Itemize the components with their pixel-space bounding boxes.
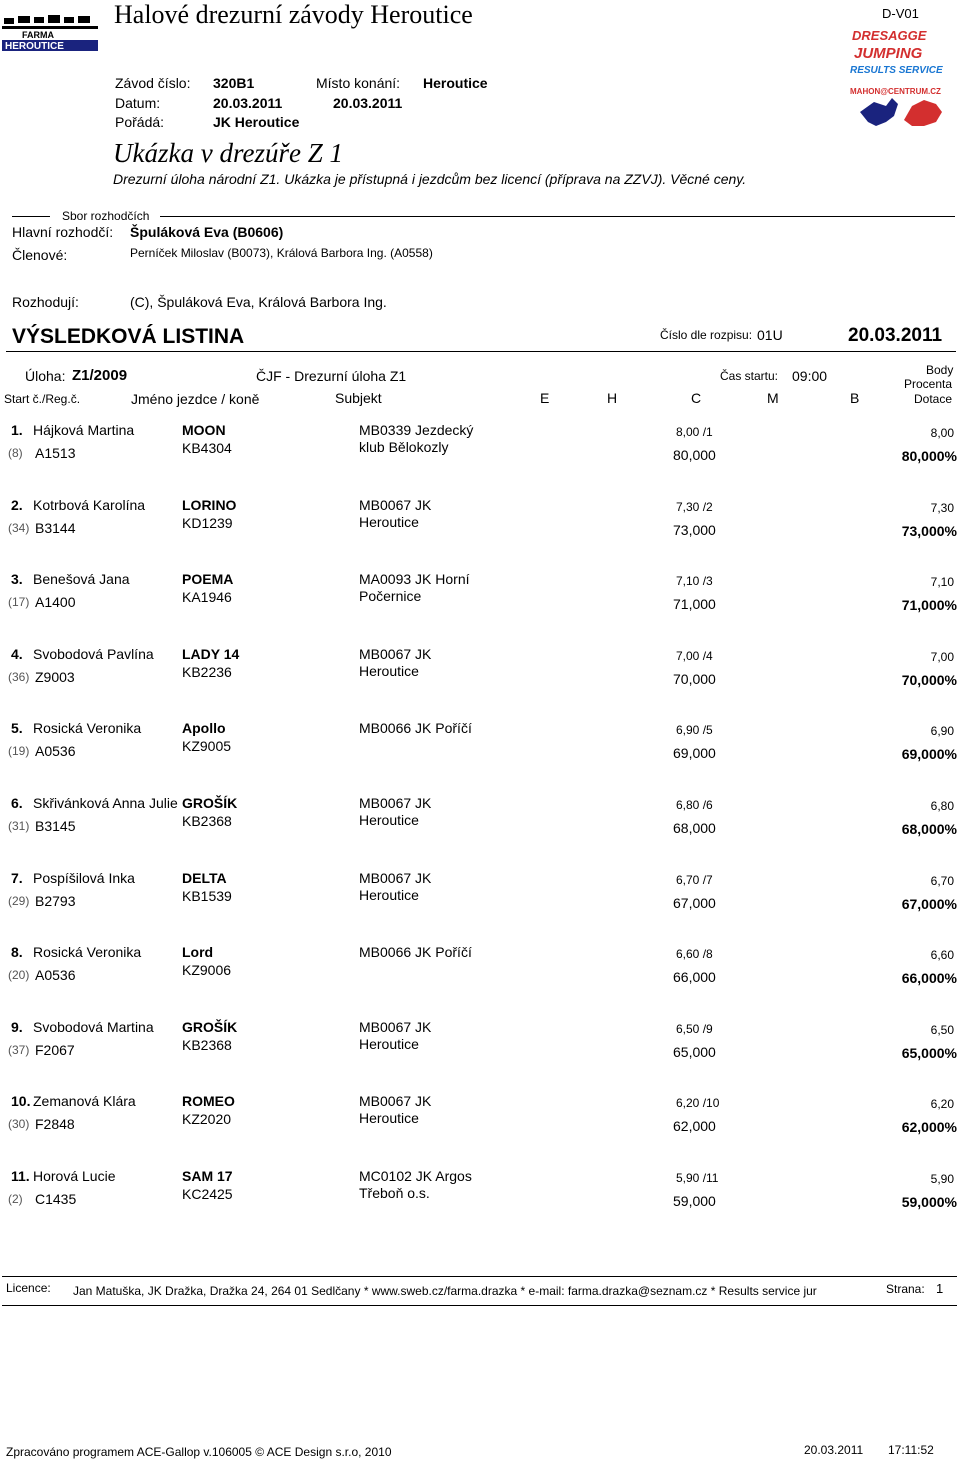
rider-name: Zemanová Klára xyxy=(33,1093,136,1109)
organizer-value: JK Heroutice xyxy=(213,114,300,130)
horse-reg: KB1539 xyxy=(182,888,232,904)
judge-c-percent: 66,000 xyxy=(673,969,716,985)
total-points: 6,80 xyxy=(930,799,954,813)
horse-name: MOON xyxy=(182,422,226,438)
horse-name: ROMEO xyxy=(182,1093,235,1109)
subject-line1: MA0093 JK Horní xyxy=(359,571,470,587)
jury-section-label: Sbor rozhodčích xyxy=(62,209,150,223)
svg-text:FARMA: FARMA xyxy=(22,30,54,40)
result-row xyxy=(0,944,960,1004)
task-code: Z1/2009 xyxy=(72,367,128,384)
rider-name: Rosická Veronika xyxy=(33,944,142,960)
start-number: (37) xyxy=(8,1043,30,1057)
judge-c-percent: 68,000 xyxy=(673,820,716,836)
rider-reg: F2067 xyxy=(35,1042,75,1058)
rozpis-label: Číslo dle rozpisu: xyxy=(660,328,753,342)
judge-c-score: 6,80 /6 xyxy=(676,798,713,812)
judge-c-score: 7,10 /3 xyxy=(676,574,713,588)
chief-judge: Špuláková Eva (B0606) xyxy=(130,224,284,240)
jury-members: Perníček Miloslav (B0073), Králová Barbora Ing. (A0558) xyxy=(130,246,433,260)
judge-c-percent: 65,000 xyxy=(673,1044,716,1060)
subject-line2: Třeboň o.s. xyxy=(359,1185,430,1201)
date-to: 20.03.2011 xyxy=(333,95,403,111)
rider-reg: A1400 xyxy=(35,594,76,610)
result-row xyxy=(0,720,960,780)
col-points: Body xyxy=(926,363,954,377)
result-row xyxy=(0,870,960,930)
horse-reg: KA1946 xyxy=(182,589,232,605)
competition-description: Drezurní úloha národní Z1. Ukázka je přístupná i jezdcům bez licencí (příprava na ZZVJ). Věcné ceny. xyxy=(113,171,747,187)
farma-heroutice-logo xyxy=(2,10,100,52)
subject-line1: MB0067 JK xyxy=(359,1093,432,1109)
organizer-label: Pořádá: xyxy=(115,114,165,130)
results-date: 20.03.2011 xyxy=(848,325,943,346)
judge-c-score: 6,90 /5 xyxy=(676,723,713,737)
col-judge-c: C xyxy=(691,390,702,406)
rider-reg: C1435 xyxy=(35,1191,77,1207)
svg-text:HEROUTICE: HEROUTICE xyxy=(5,41,64,52)
total-points: 7,10 xyxy=(930,575,954,589)
judge-c-score: 5,90 /11 xyxy=(676,1171,719,1185)
start-number: (8) xyxy=(8,446,23,460)
rider-name: Rosická Veronika xyxy=(33,720,142,736)
results-header-line xyxy=(6,351,956,352)
svg-text:JUMPING: JUMPING xyxy=(854,45,923,62)
svg-text:MAHON@CENTRUM.CZ: MAHON@CENTRUM.CZ xyxy=(850,87,941,96)
svg-text:RESULTS SERVICE: RESULTS SERVICE xyxy=(850,65,943,76)
subject-line1: MB0066 JK Poříčí xyxy=(359,720,472,736)
date-label: Datum: xyxy=(115,95,161,111)
horse-name: SAM 17 xyxy=(182,1168,233,1184)
start-number: (31) xyxy=(8,819,30,833)
judge-c-percent: 80,000 xyxy=(673,447,716,463)
deciding-judges: (C), Špuláková Eva, Králová Barbora Ing. xyxy=(130,294,387,310)
total-percent: 62,000% xyxy=(901,1119,957,1135)
total-percent: 70,000% xyxy=(901,672,957,688)
judge-c-score: 8,00 /1 xyxy=(676,425,713,439)
total-percent: 59,000% xyxy=(901,1194,957,1210)
subject-line2: Heroutice xyxy=(359,663,419,679)
chief-judge-label: Hlavní rozhodčí: xyxy=(12,224,114,240)
program-credit: Zpracováno programem ACE-Gallop v.106005 © ACE Design s.r.o, 2010 xyxy=(6,1445,392,1459)
judge-c-score: 7,00 /4 xyxy=(676,649,713,663)
rider-name: Hájková Martina xyxy=(33,422,135,438)
rank: 4. xyxy=(11,646,23,662)
total-percent: 71,000% xyxy=(901,597,957,613)
subject-line2: Heroutice xyxy=(359,514,419,530)
start-number: (2) xyxy=(8,1192,23,1206)
subject-line1: MB0067 JK xyxy=(359,497,432,513)
rozpis-number: 01U xyxy=(757,327,783,343)
start-number: (30) xyxy=(8,1117,30,1131)
page-number: 1 xyxy=(936,1281,944,1296)
total-points: 5,90 xyxy=(930,1172,954,1186)
col-judge-m: M xyxy=(767,390,779,406)
col-judge-e: E xyxy=(540,390,550,406)
horse-reg: KB4304 xyxy=(182,440,232,456)
subject-line2: klub Bělokozly xyxy=(359,439,449,455)
horse-name: Lord xyxy=(182,944,214,960)
rider-reg: B3145 xyxy=(35,818,76,834)
horse-name: DELTA xyxy=(182,870,227,886)
subject-line1: MC0102 JK Argos xyxy=(359,1168,472,1184)
rider-name: Skřivánková Anna Julie xyxy=(33,795,178,811)
page-title: Halové drezurní závody Heroutice xyxy=(114,0,473,29)
judge-c-percent: 70,000 xyxy=(673,671,716,687)
total-points: 6,90 xyxy=(930,724,954,738)
total-points: 6,70 xyxy=(930,874,954,888)
rider-name: Kotrbová Karolína xyxy=(33,497,146,513)
date-from: 20.03.2011 xyxy=(213,95,283,111)
col-rider-horse: Jméno jezdce / koně xyxy=(131,391,260,407)
judge-c-score: 6,60 /8 xyxy=(676,947,713,961)
rider-reg: Z9003 xyxy=(35,669,75,685)
horse-name: GROŠÍK xyxy=(182,1019,238,1035)
competition-title: Ukázka v drezúře Z 1 xyxy=(113,138,343,168)
result-row xyxy=(0,1019,960,1079)
start-number: (34) xyxy=(8,521,30,535)
results-title: VÝSLEDKOVÁ LISTINA xyxy=(12,325,245,348)
judge-c-percent: 62,000 xyxy=(673,1118,716,1134)
rider-name: Svobodová Martina xyxy=(33,1019,154,1035)
judge-c-score: 6,20 /10 xyxy=(676,1096,720,1110)
sponsor-badge xyxy=(846,26,954,134)
jury-line-right xyxy=(160,216,955,217)
rider-reg: F2848 xyxy=(35,1116,75,1132)
horse-name: LORINO xyxy=(182,497,237,513)
place-label: Místo konání: xyxy=(316,75,401,91)
subject-line1: MB0066 JK Poříčí xyxy=(359,944,472,960)
rider-name: Svobodová Pavlína xyxy=(33,646,154,662)
result-row xyxy=(0,795,960,855)
horse-reg: KB2368 xyxy=(182,813,232,829)
total-percent: 80,000% xyxy=(901,448,957,464)
rank: 5. xyxy=(11,720,23,736)
licence-text: Jan Matuška, JK Dražka, Dražka 24, 264 01 Sedlčany * www.sweb.cz/farma.drazka * e-mail: farma.drazka@seznam.cz * Results service jur xyxy=(73,1284,817,1298)
subject-line1: MB0067 JK xyxy=(359,1019,432,1035)
rider-name: Benešová Jana xyxy=(33,571,130,587)
start-number: (36) xyxy=(8,670,30,684)
judge-c-score: 7,30 /2 xyxy=(676,500,713,514)
subject-line2: Heroutice xyxy=(359,1110,419,1126)
total-percent: 69,000% xyxy=(901,746,957,762)
rider-reg: A1513 xyxy=(35,445,76,461)
rank: 2. xyxy=(11,497,23,513)
rider-name: Horová Lucie xyxy=(33,1168,116,1184)
rider-reg: B2793 xyxy=(35,893,76,909)
result-row xyxy=(0,1093,960,1153)
col-judge-b: B xyxy=(850,390,860,406)
horse-name: POEMA xyxy=(182,571,234,587)
total-points: 6,20 xyxy=(930,1097,954,1111)
col-percent: Procenta xyxy=(904,377,953,391)
horse-reg: KZ9005 xyxy=(182,738,232,754)
col-start-reg: Start č./Reg.č. xyxy=(4,392,81,406)
total-points: 7,30 xyxy=(930,501,954,515)
col-judge-h: H xyxy=(607,390,618,406)
race-number: 320B1 xyxy=(213,75,255,91)
total-points: 6,50 xyxy=(930,1023,954,1037)
rank: 9. xyxy=(11,1019,23,1035)
rider-reg: A0536 xyxy=(35,967,76,983)
subject-line2: Heroutice xyxy=(359,887,419,903)
subject-line2: Počernice xyxy=(359,588,422,604)
judge-c-score: 6,70 /7 xyxy=(676,873,713,887)
rank: 6. xyxy=(11,795,23,811)
jury-line-left xyxy=(12,216,50,217)
horse-reg: KZ2020 xyxy=(182,1111,232,1127)
race-number-label: Závod číslo: xyxy=(115,75,191,91)
judge-c-percent: 71,000 xyxy=(673,596,716,612)
judge-c-percent: 67,000 xyxy=(673,895,716,911)
col-subject: Subjekt xyxy=(335,390,382,406)
rank: 8. xyxy=(11,944,23,960)
rank: 3. xyxy=(11,571,23,587)
result-row xyxy=(0,422,960,482)
horse-reg: KC2425 xyxy=(182,1186,233,1202)
document-code: D-V01 xyxy=(882,6,919,21)
deciding-label: Rozhodují: xyxy=(12,294,79,310)
print-date: 20.03.2011 xyxy=(804,1443,864,1457)
total-points: 8,00 xyxy=(930,426,954,440)
judge-c-percent: 69,000 xyxy=(673,745,716,761)
licence-label: Licence: xyxy=(6,1281,51,1295)
subject-line2: Heroutice xyxy=(359,812,419,828)
subject-line1: MB0067 JK xyxy=(359,646,432,662)
horse-reg: KB2236 xyxy=(182,664,232,680)
page-label: Strana: xyxy=(886,1282,925,1296)
result-row xyxy=(0,1168,960,1228)
task-label: Úloha: xyxy=(25,368,66,384)
start-number: (19) xyxy=(8,744,30,758)
horse-reg: KZ9006 xyxy=(182,962,232,978)
rank: 10. xyxy=(11,1093,31,1109)
horse-name: GROŠÍK xyxy=(182,795,238,811)
total-percent: 73,000% xyxy=(901,523,957,539)
total-percent: 65,000% xyxy=(901,1045,957,1061)
start-time-label: Čas startu: xyxy=(720,369,779,383)
rider-reg: A0536 xyxy=(35,743,76,759)
horse-name: LADY 14 xyxy=(182,646,240,662)
print-time: 17:11:52 xyxy=(888,1443,934,1457)
total-percent: 66,000% xyxy=(901,970,957,986)
result-row xyxy=(0,571,960,631)
result-row xyxy=(0,646,960,706)
judge-c-score: 6,50 /9 xyxy=(676,1022,713,1036)
horse-reg: KD1239 xyxy=(182,515,233,531)
subject-line1: MB0067 JK xyxy=(359,870,432,886)
horse-name: Apollo xyxy=(182,720,226,736)
total-points: 7,00 xyxy=(930,650,954,664)
rank: 7. xyxy=(11,870,23,886)
rider-reg: B3144 xyxy=(35,520,76,536)
judge-c-percent: 59,000 xyxy=(673,1193,716,1209)
rank: 11. xyxy=(11,1168,30,1184)
place-value: Heroutice xyxy=(423,75,488,91)
start-number: (17) xyxy=(8,595,30,609)
subject-line1: MB0067 JK xyxy=(359,795,432,811)
subject-line2: Heroutice xyxy=(359,1036,419,1052)
result-row xyxy=(0,497,960,557)
total-percent: 68,000% xyxy=(901,821,957,837)
svg-text:DRESAGGE: DRESAGGE xyxy=(852,28,927,43)
total-percent: 67,000% xyxy=(901,896,957,912)
horse-reg: KB2368 xyxy=(182,1037,232,1053)
members-label: Členové: xyxy=(12,247,68,263)
task-name: ČJF - Drezurní úloha Z1 xyxy=(256,368,407,384)
rider-name: Pospíšilová Inka xyxy=(33,870,135,886)
start-number: (29) xyxy=(8,894,30,908)
col-prize: Dotace xyxy=(914,392,953,406)
subject-line1: MB0339 Jezdecký xyxy=(359,422,474,438)
total-points: 6,60 xyxy=(930,948,954,962)
start-number: (20) xyxy=(8,968,30,982)
judge-c-percent: 73,000 xyxy=(673,522,716,538)
rank: 1. xyxy=(11,422,23,438)
start-time: 09:00 xyxy=(792,368,828,384)
